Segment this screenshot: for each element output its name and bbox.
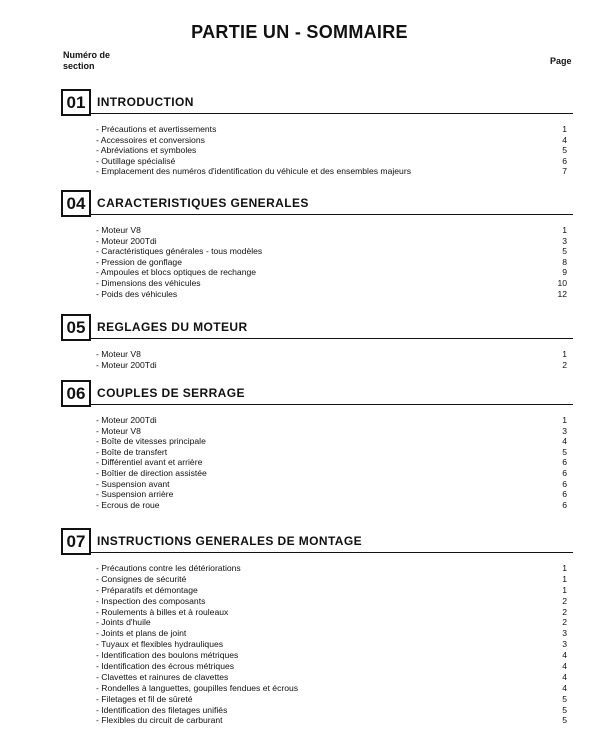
- section-01: [61, 89, 573, 177]
- section-title: COUPLES DE SERRAGE: [97, 386, 245, 400]
- item-label: - Dimensions des véhicules: [96, 277, 201, 288]
- item-page: 6: [562, 489, 567, 500]
- list-item[interactable]: [61, 257, 573, 268]
- list-item[interactable]: [61, 124, 573, 135]
- item-label: - Joints d'huile: [96, 617, 151, 628]
- list-item[interactable]: [61, 457, 573, 468]
- item-page: 6: [562, 467, 567, 478]
- section-number-box: 01: [61, 89, 91, 116]
- item-page: 1: [562, 415, 567, 425]
- list-item[interactable]: [61, 436, 573, 447]
- item-label: - Emplacement des numéros d'identification du véhicule et des ensembles majeurs: [96, 166, 411, 177]
- item-page: 8: [562, 256, 567, 267]
- item-label: - Moteur 200Tdi: [96, 415, 157, 425]
- item-label: - Abréviations et symboles: [96, 145, 197, 156]
- section-header: [61, 190, 573, 215]
- item-page: 2: [562, 595, 567, 606]
- item-label: - Accessoires et conversions: [96, 134, 205, 145]
- item-label: - Inspection des composants: [96, 595, 206, 606]
- item-page: 5: [562, 715, 567, 726]
- section-number-box: 07: [61, 528, 91, 555]
- section-header: [61, 380, 573, 405]
- section-header: [61, 314, 573, 339]
- section-04: [61, 190, 573, 299]
- section-rule: [91, 404, 573, 405]
- item-label: - Joints et plans de joint: [96, 628, 187, 639]
- item-page: 5: [562, 145, 567, 156]
- item-label: - Différentiel avant et arrière: [96, 457, 203, 468]
- item-label: - Outillage spécialisé: [96, 155, 176, 166]
- list-item[interactable]: [61, 135, 573, 146]
- list-item[interactable]: [61, 661, 573, 672]
- item-page: 1: [562, 563, 567, 573]
- item-label: - Précautions et avertissements: [96, 124, 217, 134]
- section-number-column-header: Numéro de section: [63, 50, 111, 71]
- list-item[interactable]: [61, 447, 573, 458]
- section-items: [61, 349, 573, 370]
- section-items: [61, 415, 573, 510]
- list-item[interactable]: [61, 468, 573, 479]
- list-item[interactable]: [61, 694, 573, 705]
- item-label: - Suspension arrière: [96, 489, 174, 500]
- section-title: REGLAGES DU MOTEUR: [97, 320, 248, 334]
- list-item[interactable]: [61, 715, 573, 726]
- item-label: - Boîtier de direction assistée: [96, 467, 207, 478]
- list-item[interactable]: [61, 617, 573, 628]
- item-label: - Boîte de transfert: [96, 446, 168, 457]
- item-label: - Roulements à billes et à rouleaux: [96, 606, 229, 617]
- item-page: 9: [562, 267, 567, 278]
- item-page: 12: [557, 288, 567, 299]
- list-item[interactable]: [61, 683, 573, 694]
- list-item[interactable]: [61, 585, 573, 596]
- item-label: - Ecrous de roue: [96, 499, 160, 510]
- item-page: 4: [562, 671, 567, 682]
- list-item[interactable]: [61, 289, 573, 300]
- list-item[interactable]: [61, 639, 573, 650]
- section-number-box: 05: [61, 314, 91, 341]
- item-page: 1: [562, 573, 567, 584]
- section-items: [61, 225, 573, 299]
- item-page: 1: [562, 124, 567, 134]
- item-label: - Moteur V8: [96, 425, 141, 436]
- item-page: 5: [562, 246, 567, 257]
- list-item[interactable]: [61, 225, 573, 236]
- item-page: 4: [562, 436, 567, 447]
- item-label: - Pression de gonflage: [96, 256, 182, 267]
- list-item[interactable]: [61, 596, 573, 607]
- item-label: - Caractéristiques générales - tous modèles: [96, 246, 263, 257]
- item-label: - Préparatifs et démontage: [96, 584, 198, 595]
- item-label: - Moteur V8: [96, 225, 141, 235]
- section-05: [61, 314, 573, 370]
- item-page: 3: [562, 425, 567, 436]
- item-page: 1: [562, 225, 567, 235]
- list-item[interactable]: [61, 166, 573, 177]
- item-page: 10: [557, 277, 567, 288]
- item-page: 1: [562, 349, 567, 359]
- item-label: - Identification des boulons métriques: [96, 650, 239, 661]
- section-rule: [91, 552, 573, 553]
- list-item[interactable]: [61, 236, 573, 247]
- item-label: - Filetages et fil de sûreté: [96, 693, 193, 704]
- section-rule: [91, 338, 573, 339]
- list-item[interactable]: [61, 156, 573, 167]
- item-label: - Flexibles du circuit de carburant: [96, 715, 223, 726]
- item-label: - Identification des filetages unifiés: [96, 704, 228, 715]
- list-item[interactable]: [61, 563, 573, 574]
- list-item[interactable]: [61, 360, 573, 371]
- item-page: 2: [562, 606, 567, 617]
- item-page: 2: [562, 359, 567, 370]
- item-page: 3: [562, 628, 567, 639]
- page-column-header: Page: [550, 56, 572, 66]
- list-item[interactable]: [61, 705, 573, 716]
- list-item[interactable]: [61, 479, 573, 490]
- list-item[interactable]: [61, 267, 573, 278]
- item-page: 4: [562, 134, 567, 145]
- list-item[interactable]: [61, 574, 573, 585]
- item-label: - Précautions contre les détériorations: [96, 563, 241, 573]
- section-title: INTRODUCTION: [97, 95, 194, 109]
- list-item[interactable]: [61, 246, 573, 257]
- item-label: - Consignes de sécurité: [96, 573, 187, 584]
- item-page: 2: [562, 617, 567, 628]
- item-label: - Identification des écrous métriques: [96, 661, 235, 672]
- list-item[interactable]: [61, 349, 573, 360]
- section-header: [61, 89, 573, 114]
- item-page: 5: [562, 704, 567, 715]
- item-label: - Rondelles à languettes, goupilles fendues et écrous: [96, 682, 299, 693]
- item-label: - Boîte de vitesses principale: [96, 436, 206, 447]
- section-number-box: 04: [61, 190, 91, 217]
- item-page: 7: [562, 166, 567, 177]
- item-page: 5: [562, 446, 567, 457]
- list-item[interactable]: [61, 628, 573, 639]
- section-header: [61, 528, 573, 553]
- list-item[interactable]: [61, 145, 573, 156]
- list-item[interactable]: [61, 672, 573, 683]
- section-07: [61, 528, 573, 726]
- list-item[interactable]: [61, 500, 573, 511]
- page-title: PARTIE UN - SOMMAIRE: [191, 22, 408, 42]
- section-number-box: 06: [61, 380, 91, 407]
- item-label: - Suspension avant: [96, 478, 170, 489]
- item-page: 4: [562, 682, 567, 693]
- item-page: 6: [562, 457, 567, 468]
- list-item[interactable]: [61, 607, 573, 618]
- item-page: 3: [562, 639, 567, 650]
- item-page: 4: [562, 650, 567, 661]
- section-06: [61, 380, 573, 510]
- item-page: 6: [562, 478, 567, 489]
- section-rule: [91, 214, 573, 215]
- item-label: - Moteur 200Tdi: [96, 235, 157, 246]
- list-item[interactable]: [61, 426, 573, 437]
- section-title: INSTRUCTIONS GENERALES DE MONTAGE: [97, 534, 362, 548]
- item-page: 1: [562, 584, 567, 595]
- list-item[interactable]: [61, 278, 573, 289]
- item-label: - Tuyaux et flexibles hydrauliques: [96, 639, 224, 650]
- section-items: [61, 563, 573, 726]
- list-item[interactable]: [61, 415, 573, 426]
- item-page: 5: [562, 693, 567, 704]
- section-items: [61, 124, 573, 177]
- item-page: 4: [562, 661, 567, 672]
- item-page: 6: [562, 499, 567, 510]
- list-item[interactable]: [61, 489, 573, 500]
- item-label: - Moteur 200Tdi: [96, 359, 157, 370]
- item-page: 3: [562, 235, 567, 246]
- list-item[interactable]: [61, 650, 573, 661]
- section-title: CARACTERISTIQUES GENERALES: [97, 196, 309, 210]
- item-page: 6: [562, 155, 567, 166]
- section-rule: [91, 113, 573, 114]
- item-label: - Poids des véhicules: [96, 288, 178, 299]
- item-label: - Clavettes et rainures de clavettes: [96, 671, 229, 682]
- item-label: - Ampoules et blocs optiques de rechange: [96, 267, 257, 278]
- item-label: - Moteur V8: [96, 349, 141, 359]
